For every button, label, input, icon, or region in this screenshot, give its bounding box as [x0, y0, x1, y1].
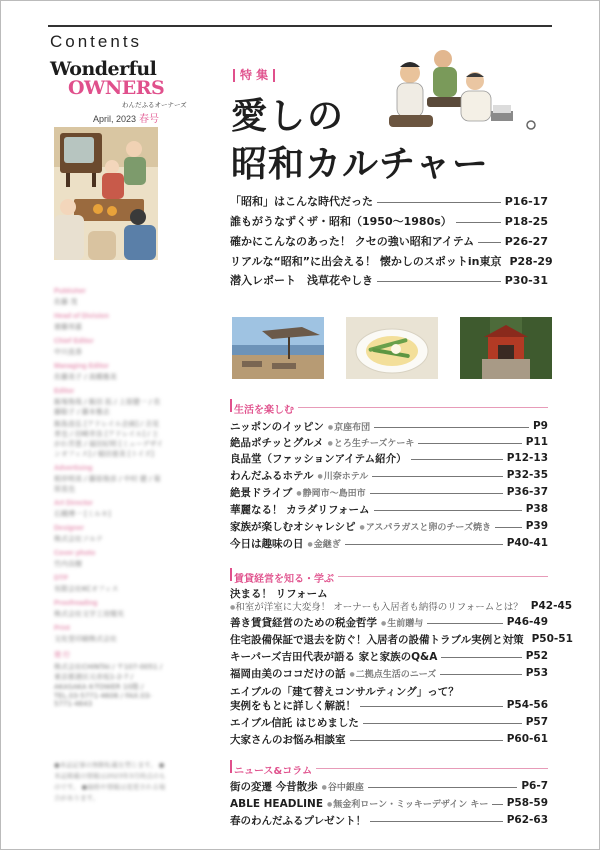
toc-item[interactable]: ●和室が洋室に大変身！ オーナーも入居者も納得のリフォームとは？ P42-45	[230, 600, 573, 613]
feature-item[interactable]	[230, 213, 548, 229]
section-marker	[230, 760, 232, 773]
leader-line	[456, 222, 501, 223]
issue-date	[93, 110, 159, 125]
page-number: P32-35	[506, 469, 548, 481]
toc-item[interactable]	[230, 484, 548, 500]
leader-line	[440, 674, 521, 675]
feature-item-title: 潜入レポート 浅草花やしき	[230, 274, 373, 287]
page-number: P50-51	[531, 633, 573, 645]
toc-item-title: 家族が楽しむオシャレシピ	[230, 520, 356, 533]
toc-item-sub: ● 二拠点生活のニーズ	[350, 670, 437, 680]
toc-item-title: キーパーズ吉田代表が語る 家と家族のQ&A	[230, 650, 438, 663]
leader-line	[372, 476, 502, 477]
feature-label-text: 特 集	[240, 68, 269, 82]
feature-item-title: 誰もがうなずくザ・昭和（1950〜1980s）	[230, 215, 452, 228]
toc-item-title: 住宅設備保証で退去を防ぐ！入居者の設備トラブル実例と対策	[230, 633, 524, 646]
toc-item[interactable]	[230, 450, 548, 466]
toc-item-title: エイブル信託 はじめました	[230, 716, 359, 729]
feature-item-title: 「昭和」はこんな時代だった	[230, 195, 373, 208]
issue-month: April, 2023	[93, 114, 137, 124]
leader-line	[495, 527, 522, 528]
page-number: P30-31	[504, 273, 548, 287]
credit-role: Advertising	[54, 465, 93, 472]
credit-names: 竹内良樹	[54, 560, 82, 568]
leader-line	[368, 787, 517, 788]
leader-line	[478, 242, 501, 243]
page-number: P12-13	[506, 452, 548, 464]
toc-item-title: 善き賃貸経営のための税金哲学	[230, 616, 377, 629]
feature-illustration	[375, 45, 550, 145]
credits	[54, 282, 164, 708]
feature-item[interactable]	[230, 193, 548, 209]
leader-line	[350, 740, 503, 741]
credit-role: DTP	[54, 575, 68, 582]
leader-line	[360, 706, 503, 707]
credit-names: 飯塚俊哉 / 飯田 拓 / 上原健一 / 佐藤聡子 / 藤本雅志	[54, 398, 161, 416]
toc-item[interactable]	[230, 501, 548, 517]
toc-item-sub: ● とろ生チーズケーキ	[328, 439, 415, 449]
toc-item-sub: ● 静岡市〜島田市	[296, 489, 365, 499]
toc-item-title: ABLE HEADLINE	[230, 797, 324, 810]
page-number: P62-63	[506, 814, 548, 826]
leader-line	[377, 281, 501, 282]
toc-item[interactable]	[230, 418, 548, 434]
credit-role: Editor	[54, 388, 75, 395]
credit-role: Chief Editor	[54, 338, 94, 345]
logo-line2: OWNERS	[68, 77, 165, 99]
credit-names: 株式会社ソルテ	[54, 535, 103, 543]
feature-item-title: リアルな“昭和”に出会える！ 懐かしのスポットin東京	[230, 255, 502, 268]
toc-item[interactable]	[230, 518, 548, 534]
credit-role: Print	[54, 625, 70, 632]
hotel-terrace-photo	[232, 317, 324, 379]
toc-item[interactable]	[230, 467, 548, 483]
toc-item[interactable]	[230, 697, 548, 713]
feature-item[interactable]	[230, 253, 553, 269]
page-number: P60-61	[506, 733, 548, 745]
section-heading	[230, 398, 548, 414]
notes: ●本誌記事の無断転載を禁じます。 ●本誌掲載の情報は2023年3月時点のものです。 ●価格や情報は変更される場合があります。	[54, 761, 166, 802]
shrine-photo	[460, 317, 552, 379]
contents-label: Contents	[50, 32, 143, 51]
logo-subtitle: わんだふるオーナーズ	[122, 101, 187, 109]
leader-line	[427, 623, 502, 624]
toc-item[interactable]	[230, 778, 548, 794]
credit-names: 株式会社文字工房燦光	[54, 610, 124, 618]
page-number: P26-27	[504, 234, 548, 248]
section-title: 生活を楽しむ	[230, 405, 298, 416]
toc-item-title: 良品堂（ファッションアイテム紹介）	[230, 452, 407, 465]
credit-names: 飯島直弘 [アドレイル企画] / 吉見育也 / 田崎幸良 [アドレイル] / とがわ芳恵 / 福田紀明 [ミューデザインオフィス] / 稲田亜美 [トイズ]	[54, 420, 164, 458]
credit-role: Art Director	[54, 500, 93, 507]
page-number: P6-7	[521, 780, 548, 792]
page-number: P40-41	[506, 537, 548, 549]
credit-names: 佐藤美子 / 高橋雅美	[54, 373, 117, 381]
toc-item-title: 福岡由美のココだけの話	[230, 667, 346, 680]
leader-line	[374, 510, 522, 511]
page-number: P39	[525, 520, 548, 532]
toc-item[interactable]	[230, 714, 548, 730]
leader-line	[363, 723, 522, 724]
section-heading	[230, 759, 548, 775]
leader-line	[377, 202, 501, 203]
issue-season: 春号	[139, 114, 160, 125]
page-number: P58-59	[506, 797, 548, 809]
credit-names: 文化堂印刷株式会社	[54, 635, 117, 643]
toc-item[interactable]	[230, 665, 548, 681]
reform-subtitle: 和室が洋室に大変身！ オーナーも入居者も納得のリフォームとは？	[235, 602, 523, 613]
page-number: P38	[525, 503, 548, 515]
page-number: P52	[525, 650, 548, 662]
toc-item[interactable]	[230, 795, 548, 811]
feature-title-line1: 愛しの	[231, 96, 346, 137]
logo-line1: Wonderful	[50, 58, 157, 80]
page-number: P28-29	[509, 254, 553, 268]
page-number: P36-37	[506, 486, 548, 498]
page-number: P46-49	[506, 616, 548, 628]
page-number: P16-17	[504, 194, 548, 208]
toc-item-title: 絶景ドライブ	[230, 486, 293, 499]
reform-title[interactable]: 決まる！ リフォーム	[230, 588, 328, 600]
page-number: P11	[525, 436, 548, 448]
magazine-logo	[50, 58, 187, 113]
leader-line	[345, 544, 503, 545]
feature-label	[228, 66, 280, 83]
leader-line	[370, 821, 503, 822]
leader-line	[374, 427, 529, 428]
toc-item[interactable]	[230, 631, 573, 647]
feature-item[interactable]	[230, 233, 548, 249]
toc-item[interactable]	[230, 731, 548, 747]
top-rule	[48, 25, 552, 27]
section-title: ニュース&コラム	[230, 766, 316, 777]
toc-item-title: 街の変遷 今昔散歩	[230, 780, 318, 793]
page-number: P53	[525, 667, 548, 679]
toc-item-title: 華麗なる！ カラダリフォーム	[230, 503, 370, 516]
toc-item-sub: ● 金継ぎ	[308, 540, 341, 550]
able-line2: 実例をもとに詳しく解説！	[230, 699, 356, 712]
toc-item[interactable]	[230, 812, 548, 828]
toc-item-title: 絶品ポチッとグルメ	[230, 436, 324, 449]
credit-names: 有限会社KCオフィス	[54, 585, 119, 593]
credit-names: 株式会社CHINTAI / 〒107-0051 / 東京都港区元赤坂1-2-7 / AKASAKA K-TOWER 10階 / TEL.03-5771-4606 / FAX.03-5771-4643	[54, 663, 163, 708]
page-number: P54-56	[506, 699, 548, 711]
toc-item-sub: ● 川奈ホテル	[317, 472, 368, 482]
section-heading	[230, 567, 548, 583]
feature-item-title: 確かにこんなのあった！ クセの強い昭和アイテム	[230, 235, 475, 248]
leader-line	[492, 804, 502, 805]
credit-role: 発 行	[54, 652, 70, 659]
feature-item[interactable]	[230, 272, 548, 288]
toc-item[interactable]	[230, 614, 548, 630]
credit-role: Head of Division	[54, 313, 109, 320]
credit-role: Publisher	[54, 288, 86, 295]
credit-names: 根岸明美 / 藤原俊彦 / 中村 健 / 菊原直也	[54, 475, 161, 493]
leader-line	[441, 657, 521, 658]
credit-role: Cover photo	[54, 550, 96, 557]
toc-item[interactable]	[230, 648, 548, 664]
credit-names: 佐藤 茂	[54, 298, 78, 306]
leader-line	[411, 459, 503, 460]
toc-item-sub: ● 京座布団	[328, 423, 370, 433]
section-marker	[230, 399, 232, 412]
page-number: P42-45	[530, 600, 573, 612]
toc-item-title: 春のわんだふるプレゼント！	[230, 814, 367, 827]
toc-item-sub: ● アスパラガスと卵のチーズ焼き	[360, 523, 491, 533]
credit-names: 中川直香	[54, 348, 82, 356]
credit-names: 齋藤邦嘉	[54, 323, 82, 331]
credit-names: 石橋博一 [ミルキ]	[54, 510, 111, 518]
toc-item-title: 今日は趣味の日	[230, 537, 304, 550]
toc-item-sub: ● 無金利ローン・ミッキーデザイン キー	[327, 800, 488, 810]
feature-title-line2: 昭和カルチャー	[231, 144, 489, 185]
toc-item[interactable]	[230, 434, 548, 450]
cover-image	[54, 127, 158, 260]
section-marker	[230, 568, 232, 581]
page-number: P18-25	[504, 214, 548, 228]
able-line1[interactable]: エイブルの「建て替えコンサルティング」って？	[230, 686, 459, 698]
section-title: 賃貸経営を知る・学ぶ	[230, 574, 338, 585]
credit-role: Managing Editor	[54, 363, 109, 370]
toc-item-sub: ● 谷中銀座	[322, 783, 364, 793]
page-number: P9	[532, 420, 548, 432]
toc-item[interactable]	[230, 535, 548, 551]
page-number: P57	[525, 716, 548, 728]
credit-role: Designer	[54, 525, 84, 532]
toc-item-title: ニッポンのイッピン	[230, 420, 324, 433]
toc-item-title: わんだふるホテル	[230, 469, 314, 482]
toc-item-title: 大家さんのお悩み相談室	[230, 733, 346, 746]
leader-line	[418, 443, 521, 444]
toc-item-sub: ● 生前贈与	[381, 619, 423, 629]
food-photo	[346, 317, 438, 379]
leader-line	[370, 493, 503, 494]
credit-role: Proofreading	[54, 600, 98, 607]
